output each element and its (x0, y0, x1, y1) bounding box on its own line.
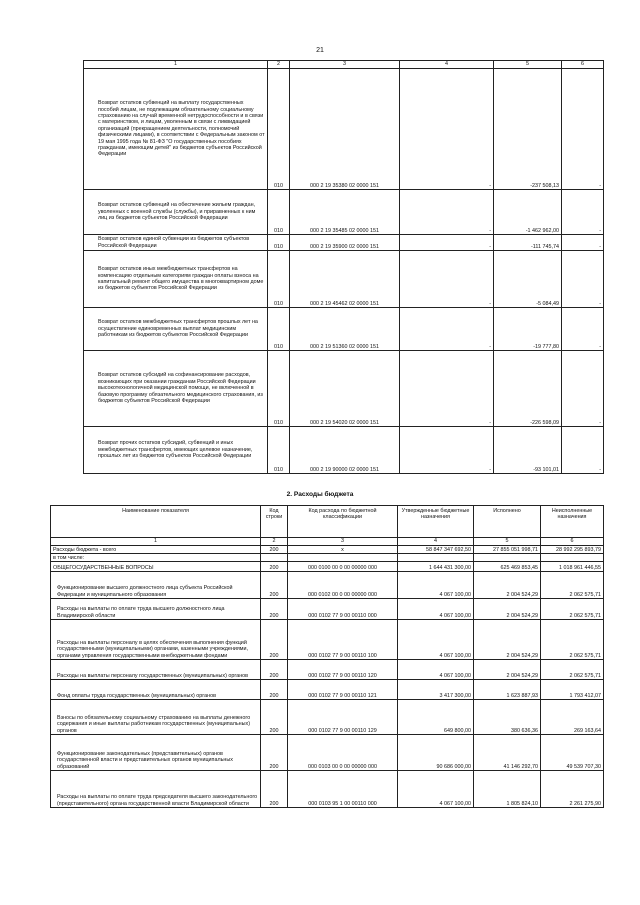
header-unexecuted: Неисполненные назначения (541, 506, 604, 538)
column-index: 6 (562, 61, 604, 69)
unexecuted-value: 1 793 412,07 (541, 680, 604, 700)
line-code: 010 (268, 190, 290, 235)
line-code: 010 (268, 69, 290, 190)
line-code: 010 (268, 351, 290, 427)
executed-value: 2 004 524,29 (474, 660, 541, 680)
planned-value: - (400, 427, 494, 474)
budget-code: 000 2 19 51360 02 0000 151 (290, 308, 400, 351)
executed-value: -19 777,80 (494, 308, 562, 351)
budget-code: 000 2 19 90000 02 0000 151 (290, 427, 400, 474)
table-header-row (51, 506, 604, 538)
column-index: 2 (268, 61, 290, 69)
header-line: Код строки (261, 506, 288, 538)
executed-value: 27 855 051 998,71 (474, 546, 541, 554)
table-row (84, 190, 604, 235)
budget-code: 000 0103 00 0 00 00000 000 (288, 735, 398, 771)
approved-value: 4 067 100,00 (398, 771, 474, 808)
row-name: Расходы на выплаты персоналу государственных (муниципальных) органов (51, 660, 261, 680)
unexecuted-value: 2 062 575,71 (541, 599, 604, 620)
planned-value: - (400, 235, 494, 251)
header-approved: Утвержденные бюджетные назначения (398, 506, 474, 538)
budget-code: 000 2 19 54020 02 0000 151 (290, 351, 400, 427)
row-name: Функционирование законодательных (представительных) органов государственной власти и представительных органов муниципальных образований (51, 735, 261, 771)
executed-value: -237 508,13 (494, 69, 562, 190)
table-row (51, 562, 604, 572)
executed-value: -93 101,01 (494, 427, 562, 474)
approved-value (398, 554, 474, 562)
row-name: Возврат остатков субсидий на софинансирование расходов, возникающих при оказании гражданам Российской Федерации высокотехнологичной медицинской помощи, не включенной в базовую программу обязательного медицинского страхования, из бюджетов субъектов Российской Федерации (84, 351, 268, 427)
column-index: 2 (261, 538, 288, 546)
executed-value: -5 084,49 (494, 251, 562, 308)
unexecuted-value: 28 992 295 893,79 (541, 546, 604, 554)
table-row (84, 69, 604, 190)
budget-code: 000 0102 77 9 00 00110 129 (288, 700, 398, 735)
row-name: ОБЩЕГОСУДАРСТВЕННЫЕ ВОПРОСЫ (51, 562, 261, 572)
unexecuted-value: 1 018 961 446,55 (541, 562, 604, 572)
table-row (51, 660, 604, 680)
executed-value: 41 146 292,70 (474, 735, 541, 771)
row-name: Расходы бюджета - всего (51, 546, 261, 554)
table-row (51, 546, 604, 554)
row-name: Возврат остатков субвенций на выплату государственных пособий лицам, не подлежащим обязательному социальному страхованию на случай временной нетрудоспособности и в связи с материнством, и лицам, уволенным в связи с ликвидацией организаций (прекращением деятельности, полномочий физическими лицами), в соответствии с Федеральным законом от 19 мая 1995 года № 81-ФЗ "О государственных пособиях гражданам, имеющим детей" из бюджетов субъектов Российской Федерации (84, 69, 268, 190)
budget-code: 000 2 19 35900 02 0000 151 (290, 235, 400, 251)
line-code: 200 (261, 700, 288, 735)
column-index: 6 (541, 538, 604, 546)
header-executed: Исполнено (474, 506, 541, 538)
row-name: Расходы на выплаты по оплате труда высшего должностного лица Владимирской области (51, 599, 261, 620)
approved-value: 90 686 000,00 (398, 735, 474, 771)
approved-value: 4 067 100,00 (398, 660, 474, 680)
column-index: 1 (51, 538, 261, 546)
budget-code: 000 0102 77 9 00 00110 120 (288, 660, 398, 680)
unexecuted-value (541, 554, 604, 562)
table-row (51, 620, 604, 660)
header-code: Код расхода по бюджетной классификации (288, 506, 398, 538)
line-code: 200 (261, 572, 288, 599)
unexecuted-value: - (562, 251, 604, 308)
table-index-row (51, 538, 604, 546)
budget-code: 000 2 19 35380 02 0000 151 (290, 69, 400, 190)
approved-value: 1 644 431 300,00 (398, 562, 474, 572)
budget-code: 000 0102 77 9 00 00110 100 (288, 620, 398, 660)
line-code: 200 (261, 620, 288, 660)
budget-code: x (288, 546, 398, 554)
line-code: 200 (261, 680, 288, 700)
table-row (51, 572, 604, 599)
row-name: Возврат остатков иных межбюджетных трансфертов на компенсацию отдельным категориям граждан оплаты взноса на капитальный ремонт общего имущества в многоквартирном доме из бюджетов субъектов Российской Федерации (84, 251, 268, 308)
budget-code: 000 2 19 35485 02 0000 151 (290, 190, 400, 235)
planned-value: - (400, 251, 494, 308)
executed-value: 1 623 887,93 (474, 680, 541, 700)
column-index: 5 (494, 61, 562, 69)
unexecuted-value: - (562, 190, 604, 235)
executed-value: -111 745,74 (494, 235, 562, 251)
unexecuted-value: - (562, 69, 604, 190)
column-index: 3 (290, 61, 400, 69)
table-header-row (84, 61, 604, 69)
approved-value: 4 067 100,00 (398, 620, 474, 660)
line-code: 200 (261, 599, 288, 620)
row-name: Функционирование высшего должностного лица субъекта Российской Федерации и муниципального образования (51, 572, 261, 599)
executed-value (474, 554, 541, 562)
column-index: 4 (398, 538, 474, 546)
line-code: 200 (261, 735, 288, 771)
table-row (84, 308, 604, 351)
budget-code: 000 0100 00 0 00 00000 000 (288, 562, 398, 572)
line-code: 010 (268, 235, 290, 251)
unexecuted-value: 2 062 575,71 (541, 572, 604, 599)
budget-code: 000 0103 95 1 00 00110 000 (288, 771, 398, 808)
table-row (84, 427, 604, 474)
line-code (261, 554, 288, 562)
table-row (51, 735, 604, 771)
approved-value: 3 417 300,00 (398, 680, 474, 700)
table-row (51, 680, 604, 700)
planned-value: - (400, 69, 494, 190)
approved-value: 4 067 100,00 (398, 599, 474, 620)
table-row (84, 251, 604, 308)
table-row (51, 599, 604, 620)
unexecuted-value: - (562, 427, 604, 474)
row-name: в том числе: (51, 554, 261, 562)
line-code: 200 (261, 660, 288, 680)
planned-value: - (400, 190, 494, 235)
budget-code: 000 2 19 45462 02 0000 151 (290, 251, 400, 308)
unexecuted-value: - (562, 351, 604, 427)
unexecuted-value: - (562, 308, 604, 351)
table-row (84, 235, 604, 251)
executed-value: 2 004 524,29 (474, 572, 541, 599)
executed-value: 1 805 824,10 (474, 771, 541, 808)
row-name: Возврат прочих остатков субсидий, субвенций и иных межбюджетных трансфертов, имеющих целевое назначение, прошлых лет из бюджетов субъектов Российской Федерации (84, 427, 268, 474)
unexecuted-value: 49 539 707,30 (541, 735, 604, 771)
row-name: Расходы на выплаты персоналу в целях обеспечения выполнения функций государственными (муниципальными) органами, казенными учреждениями, органами управления государственными внебюджетными фондами (51, 620, 261, 660)
executed-value: 380 636,36 (474, 700, 541, 735)
budget-code (288, 554, 398, 562)
row-name: Возврат остатков межбюджетных трансфертов прошлых лет на осуществление единовременных выплат медицинским работникам из бюджетов субъектов Российской Федерации (84, 308, 268, 351)
budget-code: 000 0102 77 9 00 00110 000 (288, 599, 398, 620)
unexecuted-value: 269 163,64 (541, 700, 604, 735)
section-title: 2. Расходы бюджета (286, 491, 354, 498)
approved-value: 649 800,00 (398, 700, 474, 735)
row-name: Возврат остатков единой субвенции из бюджетов субъектов Российской Федерации (84, 235, 268, 251)
executed-value: 2 004 524,29 (474, 599, 541, 620)
column-index: 1 (84, 61, 268, 69)
row-name: Фонд оплаты труда государственных (муниципальных) органов (51, 680, 261, 700)
table-row (51, 771, 604, 808)
executed-value: 2 004 524,29 (474, 620, 541, 660)
planned-value: - (400, 351, 494, 427)
unexecuted-value: 2 261 275,90 (541, 771, 604, 808)
row-name: Расходы на выплаты по оплате труда председателя высшего законодательного (представительного) органа государственной власти Владимирской области (51, 771, 261, 808)
approved-value: 4 067 100,00 (398, 572, 474, 599)
header-name: Наименование показателя (51, 506, 261, 538)
unexecuted-value: 2 062 575,71 (541, 660, 604, 680)
executed-value: -226 598,09 (494, 351, 562, 427)
table-row (84, 351, 604, 427)
line-code: 010 (268, 427, 290, 474)
line-code: 200 (261, 562, 288, 572)
unexecuted-value: 2 062 575,71 (541, 620, 604, 660)
line-code: 010 (268, 308, 290, 351)
row-name: Взносы по обязательному социальному страхованию на выплаты денежного содержания и иные выплаты работникам государственных (муниципальных) органов (51, 700, 261, 735)
table-row (51, 700, 604, 735)
column-index: 3 (288, 538, 398, 546)
expenses-table (50, 505, 604, 808)
income-returns-table (83, 60, 604, 474)
row-name: Возврат остатков субвенций на обеспечение жильем граждан, уволенных с военной службы (службы), и приравненных к ним лиц из бюджетов субъектов Российской Федерации (84, 190, 268, 235)
line-code: 200 (261, 546, 288, 554)
planned-value: - (400, 308, 494, 351)
line-code: 010 (268, 251, 290, 308)
line-code: 200 (261, 771, 288, 808)
executed-value: -1 462 962,00 (494, 190, 562, 235)
table-row (51, 554, 604, 562)
approved-value: 58 847 347 692,50 (398, 546, 474, 554)
unexecuted-value: - (562, 235, 604, 251)
page-number: 21 (316, 47, 324, 54)
column-index: 4 (400, 61, 494, 69)
column-index: 5 (474, 538, 541, 546)
executed-value: 625 469 853,45 (474, 562, 541, 572)
budget-code: 000 0102 77 9 00 00110 121 (288, 680, 398, 700)
budget-code: 000 0102 00 0 00 00000 000 (288, 572, 398, 599)
